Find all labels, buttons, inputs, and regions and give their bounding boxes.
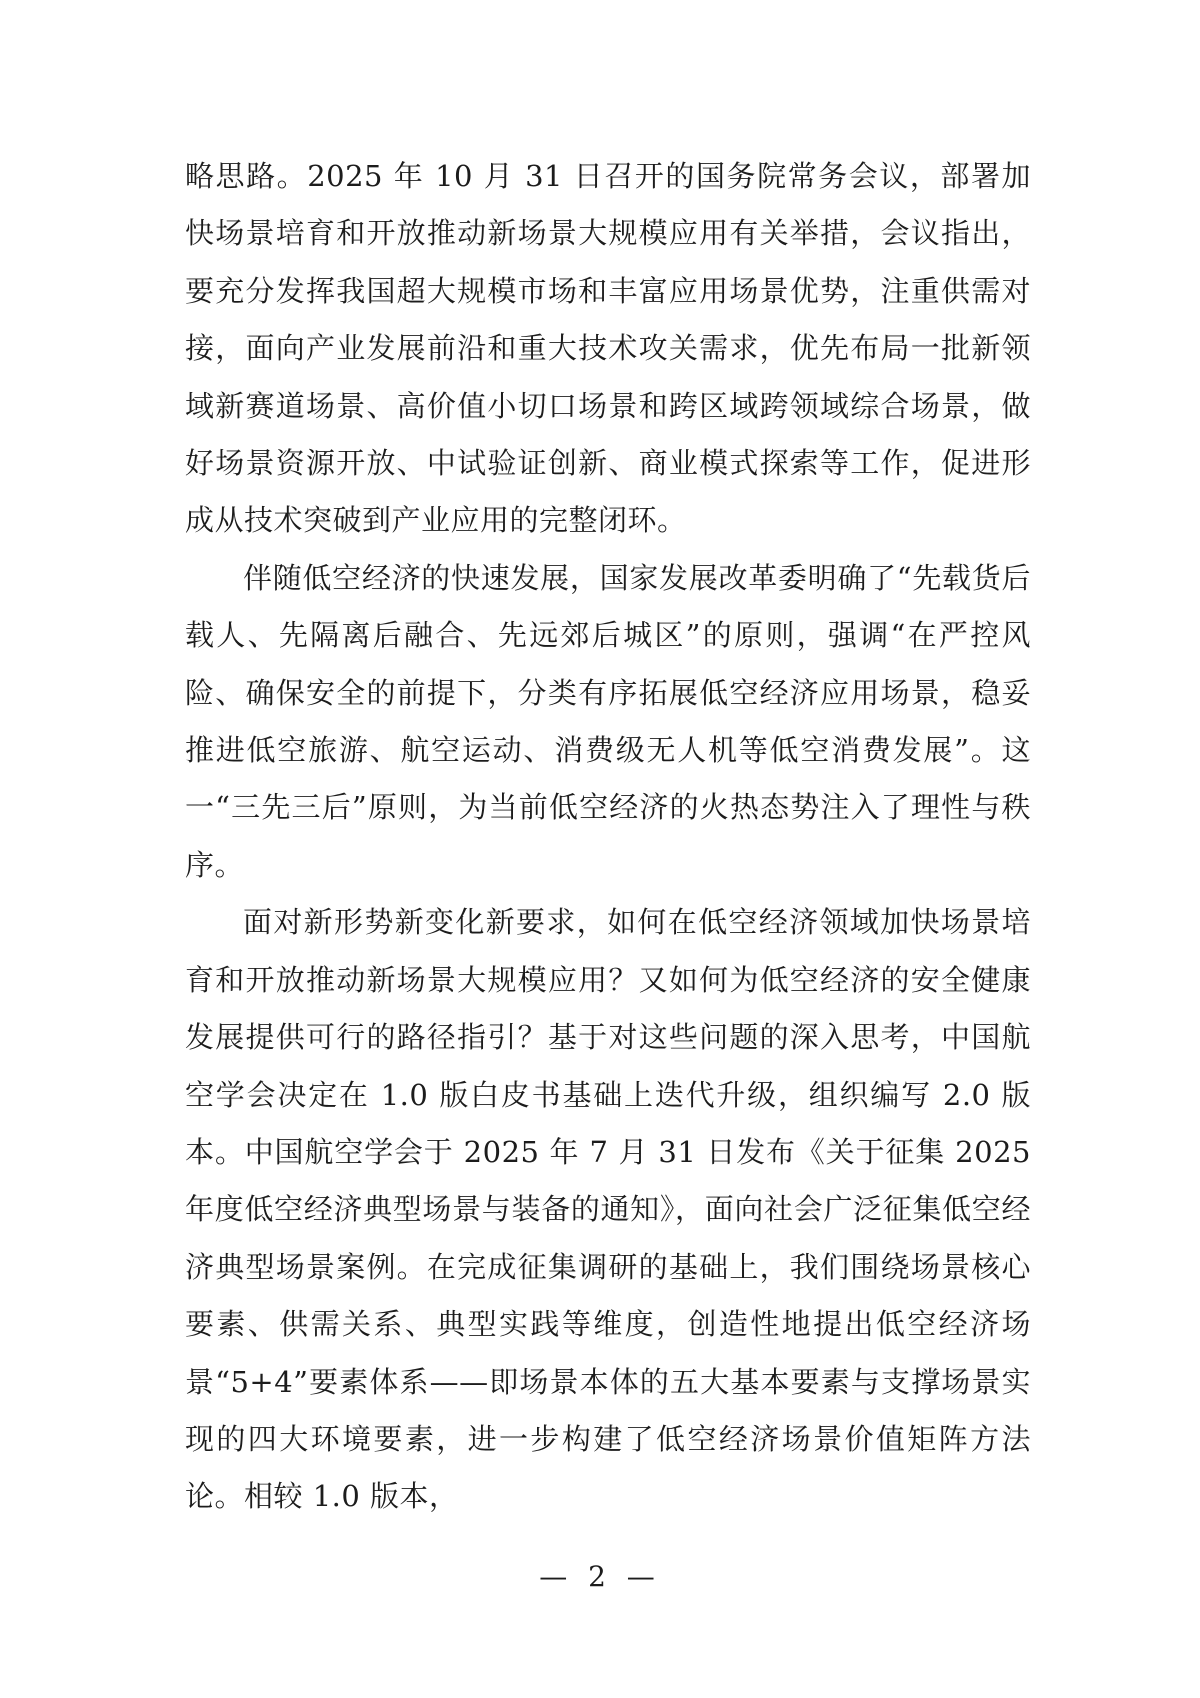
paragraph-low-altitude-principles: 伴随低空经济的快速发展，国家发展改革委明确了“先载货后载人、先隔离后融合、先远郊后城区”的原则，强调“在严控风险、确保安全的前提下，分类有序拓展低空经济应用场景，稳妥推进低空旅游、航空运动、消费级无人机等低空消费发展”。这一“三先三后”原则，为当前低空经济的火热态势注入了理性与秩序。: [185, 560, 1031, 882]
paragraph-continued: 略思路。2025 年 10 月 31 日召开的国务院常务会议，部署加快场景培育和开放推动新场景大规模应用有关举措，会议指出，要充分发挥我国超大规模市场和丰富应用场景优势，注重供需对接，面向产业发展前沿和重大技术攻关需求，优先布局一批新领域新赛道场景、高价值小切口场景和跨区域跨领域综合场景，做好场景资源开放、中试验证创新、商业模式探索等工作，促进形成从技术突破到产业应用的完整闭环。: [185, 159, 1031, 538]
paragraph-whitepaper-upgrade: 面对新形势新变化新要求，如何在低空经济领域加快场景培育和开放推动新场景大规模应用？又如何为低空经济的安全健康发展提供可行的路径指引？基于对这些问题的深入思考，中国航空学会决定在 1.0 版白皮书基础上迭代升级，组织编写 2.0 版本。中国航空学会于 2025 年 7 月 31 日发布《关于征集 2025 年度低空经济典型场景与装备的通知》，面向社会广泛征集低空经济典型场景案例。在完成征集调研的基础上，我们围绕场景核心要素、供需关系、典型实践等维度，创造性地提出低空经济场景“5+4”要素体系——即场景本体的五大基本要素与支撑场景实现的四大环境要素，进一步构建了低空经济场景价值矩阵方法论。相较 1.0 版本，: [185, 905, 1031, 1514]
page-number: — 2 —: [539, 1560, 661, 1593]
body-text: [185, 148, 1031, 1526]
